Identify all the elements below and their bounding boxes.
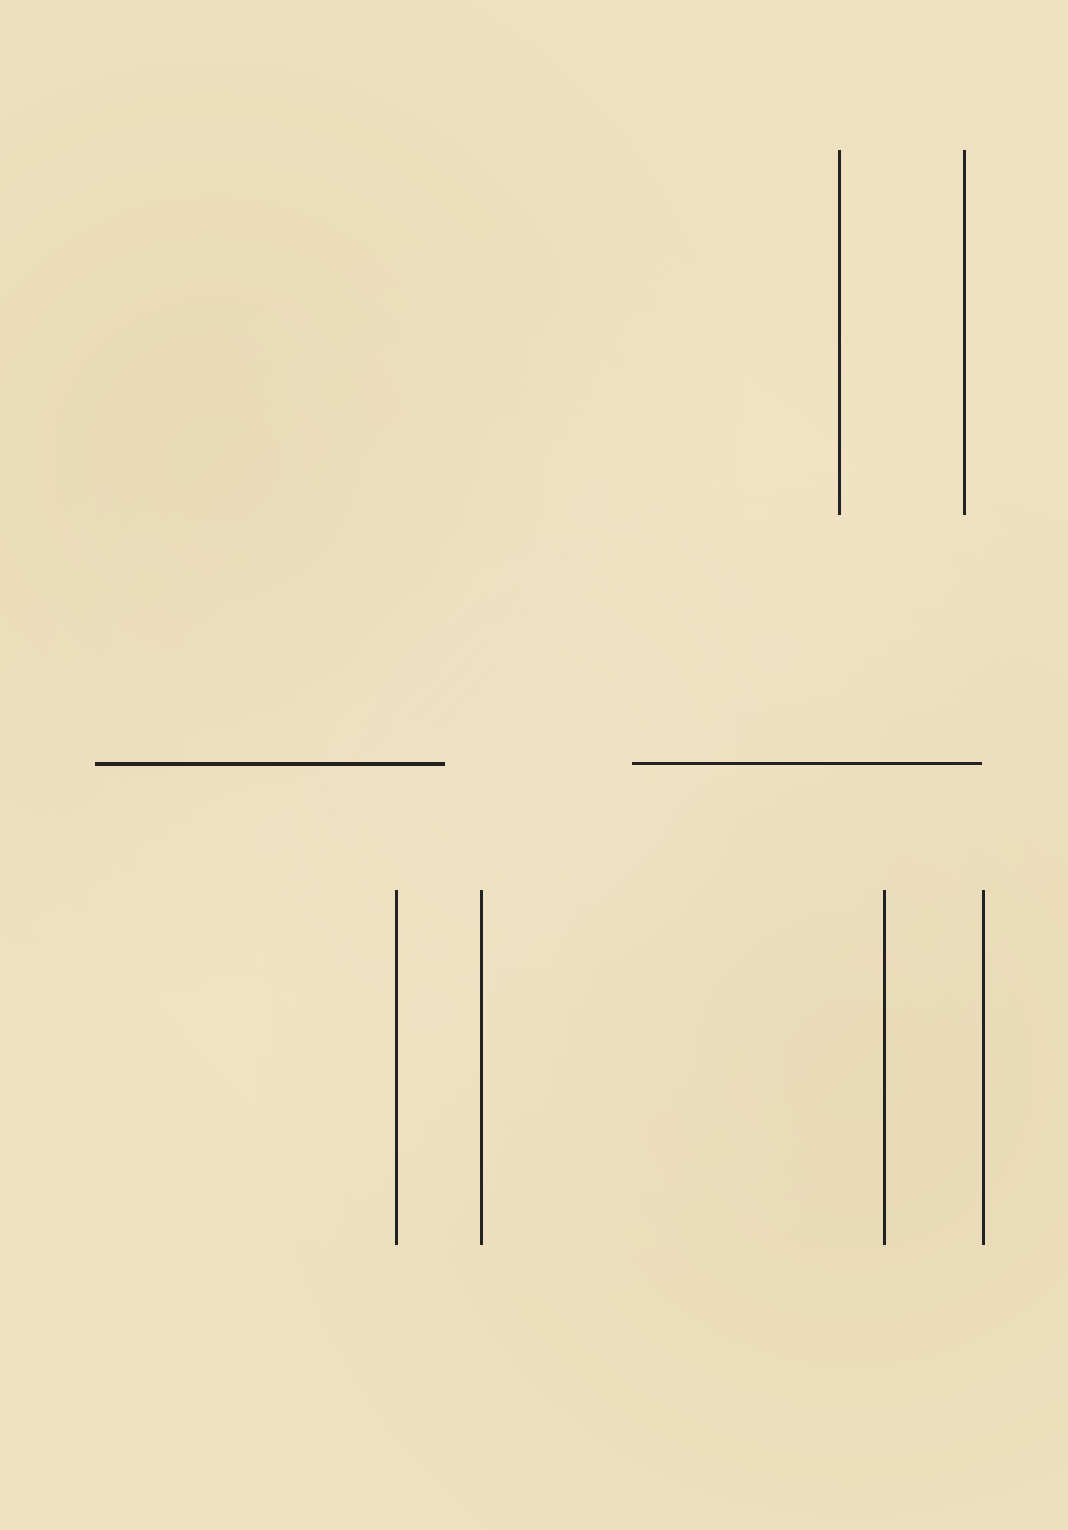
divider-line-right <box>632 762 982 765</box>
title-frame-right-line <box>480 890 483 1245</box>
title-frame-right-line <box>982 890 985 1245</box>
title-frame-left-line <box>883 890 886 1245</box>
title-frame-right-line <box>963 150 966 515</box>
title-frame-left-line <box>395 890 398 1245</box>
divider-line-left <box>95 762 445 766</box>
title-frame-left-line <box>838 150 841 515</box>
